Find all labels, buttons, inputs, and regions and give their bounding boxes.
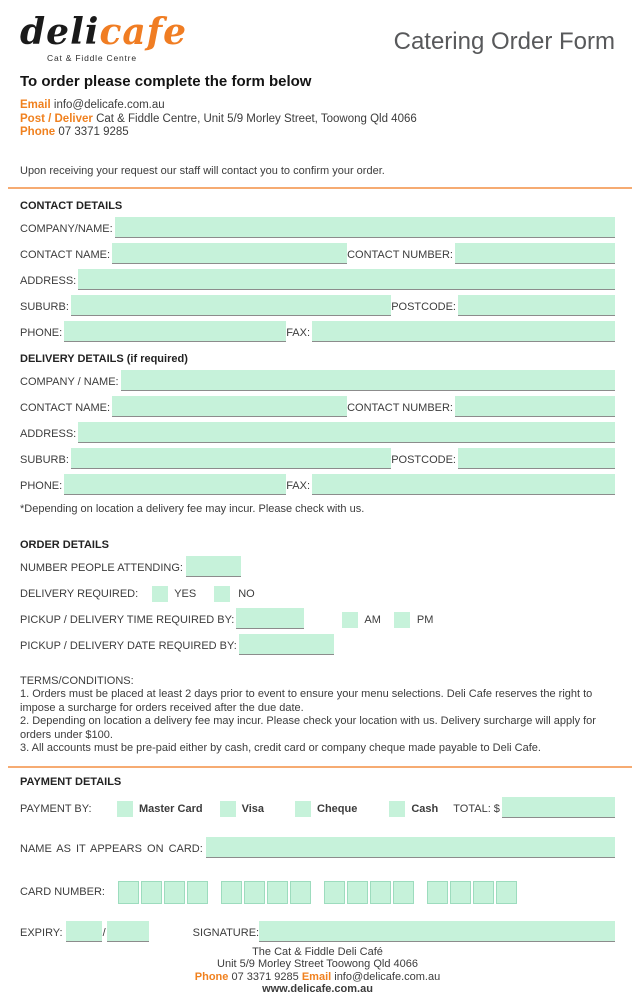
pickup-date-row [20, 635, 615, 655]
contact-number-label: CONTACT NUMBER: [347, 248, 453, 261]
phone-field[interactable] [64, 321, 286, 342]
page-title: Catering Order Form [393, 28, 615, 55]
expiry-label: EXPIRY: [20, 926, 63, 939]
visa-label: Visa [241, 802, 265, 815]
total-field[interactable] [502, 797, 615, 818]
delivery-details-title: DELIVERY DETAILS (if required) [20, 352, 188, 365]
order-details-title: ORDER DETAILS [20, 538, 110, 551]
signature-field[interactable] [259, 921, 615, 942]
phone-value: 07 3371 9285 [58, 126, 129, 138]
card-number-box[interactable] [164, 881, 185, 904]
suburb-field[interactable] [71, 295, 391, 316]
suburb-label: SUBURB: [20, 300, 69, 313]
footer-contact-line [20, 971, 615, 984]
intro-heading: To order please complete the form below [20, 73, 312, 90]
pm-checkbox[interactable] [394, 612, 410, 628]
order-details-section [20, 539, 615, 655]
signature-label: SIGNATURE: [192, 926, 260, 939]
contact-company-row [20, 217, 615, 238]
payment-by-label: PAYMENT BY: [20, 802, 92, 815]
page-footer [20, 946, 615, 996]
cash-checkbox[interactable] [389, 801, 405, 817]
card-number-group-4 [427, 881, 517, 904]
phone-field-label: PHONE: [20, 326, 63, 339]
phone-label: Phone [20, 126, 56, 138]
name-on-card-label: NAME AS IT APPEARS ON CARD: [20, 842, 203, 855]
no-label: NO [238, 587, 255, 600]
card-number-box[interactable] [450, 881, 471, 904]
name-on-card-row [20, 837, 615, 858]
page-header [20, 12, 615, 63]
delivery-company-name-label: COMPANY / NAME: [20, 375, 119, 388]
footer-phone-value: 07 3371 9285 [231, 970, 299, 983]
logo-deli-text: deli [20, 11, 100, 53]
contact-suburb-row [20, 295, 615, 316]
footer-phone-label: Phone [194, 970, 229, 983]
pickup-time-label: PICKUP / DELIVERY TIME REQUIRED BY: [20, 613, 235, 626]
fax-field[interactable] [312, 321, 615, 342]
delivery-suburb-row [20, 448, 615, 469]
total-label: TOTAL: $ [453, 802, 500, 815]
card-number-box[interactable] [290, 881, 311, 904]
contact-details-title: CONTACT DETAILS [20, 199, 123, 212]
delivery-details-section [20, 353, 615, 515]
delivery-phone-label: PHONE: [20, 479, 63, 492]
delivery-fax-field[interactable] [312, 474, 615, 495]
post-deliver-label: Post / Deliver [20, 112, 93, 125]
footer-website: www.delicafe.com.au [262, 983, 373, 995]
name-on-card-field[interactable] [206, 837, 615, 858]
visa-checkbox[interactable] [220, 801, 236, 817]
delivery-required-row [20, 583, 615, 603]
terms-conditions-block [20, 675, 615, 756]
delivery-phone-field[interactable] [64, 474, 286, 495]
delivery-contact-name-field[interactable] [112, 396, 347, 417]
business-email-line [20, 99, 615, 113]
payment-details-title: PAYMENT DETAILS [20, 775, 122, 788]
pickup-date-field[interactable] [239, 634, 334, 655]
delivery-fee-note: *Depending on location a delivery fee may incur. Please check with us. [20, 502, 365, 515]
delivery-postcode-label: POSTCODE: [391, 453, 456, 466]
card-number-box[interactable] [496, 881, 517, 904]
section-divider [8, 766, 632, 768]
footer-address: Unit 5/9 Morley Street Toowong Qld 4066 [217, 958, 418, 970]
delivery-address-field[interactable] [78, 422, 615, 443]
pickup-time-row [20, 609, 615, 629]
logo-tagline: Cat & Fiddle Centre [47, 53, 137, 63]
delivery-postcode-field[interactable] [458, 448, 615, 469]
contact-details-section [20, 200, 615, 342]
card-number-box[interactable] [141, 881, 162, 904]
mastercard-label: Master Card [139, 802, 203, 815]
mastercard-checkbox[interactable] [117, 801, 133, 817]
card-number-box[interactable] [221, 881, 242, 904]
card-number-box[interactable] [427, 881, 448, 904]
card-number-row [20, 881, 615, 904]
card-number-box[interactable] [473, 881, 494, 904]
address-label: ADDRESS: [20, 274, 77, 287]
logo-wordmark [20, 12, 187, 52]
cash-label: Cash [411, 802, 439, 815]
delivery-suburb-field[interactable] [71, 448, 391, 469]
payment-by-row [20, 797, 615, 818]
delivery-required-label: DELIVERY REQUIRED: [20, 587, 139, 600]
contact-number-field[interactable] [455, 243, 615, 264]
card-number-box[interactable] [393, 881, 414, 904]
expiry-year-field[interactable] [107, 921, 149, 942]
terms-item-1: 1. Orders must be placed at least 2 days prior to event to ensure your menu selections. Deli Cafe reserves the right to impose a surcharge for orders received after the due date. [20, 688, 593, 714]
am-checkbox[interactable] [342, 612, 358, 628]
contact-name-label: CONTACT NAME: [20, 248, 111, 261]
card-number-box[interactable] [244, 881, 265, 904]
people-attending-label: NUMBER PEOPLE ATTENDING: [20, 561, 183, 574]
brand-logo [20, 12, 187, 63]
section-divider [8, 187, 632, 189]
cheque-checkbox[interactable] [295, 801, 311, 817]
card-number-group-3 [324, 881, 414, 904]
postcode-label: POSTCODE: [391, 300, 456, 313]
card-number-box[interactable] [324, 881, 345, 904]
business-post-line [20, 113, 615, 127]
expiry-month-field[interactable] [66, 921, 102, 942]
delivery-company-name-field[interactable] [121, 370, 615, 391]
terms-item-2: 2. Depending on location a delivery fee may incur. Please check your location with us. Delivery surcharge will apply for orders under $100. [20, 715, 596, 741]
card-number-box[interactable] [118, 881, 139, 904]
delivery-company-row [20, 370, 615, 391]
logo-cafe-text: cafe [99, 11, 188, 53]
delivery-phone-fax-row [20, 474, 615, 495]
company-name-label: COMPANY/NAME: [20, 222, 113, 235]
delivery-suburb-label: SUBURB: [20, 453, 69, 466]
delivery-address-label: ADDRESS: [20, 427, 77, 440]
confirmation-note: Upon receiving your request our staff will contact you to confirm your order. [20, 164, 385, 177]
delivery-contact-number-label: CONTACT NUMBER: [347, 401, 453, 414]
cheque-label: Cheque [317, 802, 358, 815]
email-label: Email [20, 99, 51, 111]
pm-label: PM [416, 613, 434, 626]
payment-details-section [20, 776, 615, 942]
business-contact-block [20, 99, 615, 140]
postcode-field[interactable] [458, 295, 615, 316]
card-number-box[interactable] [347, 881, 368, 904]
terms-item-3: 3. All accounts must be pre-paid either by cash, credit card or company cheque made payable to Deli Cafe. [20, 742, 541, 754]
card-number-box[interactable] [370, 881, 391, 904]
footer-business-name: The Cat & Fiddle Deli Café [252, 945, 383, 958]
footer-email-value: info@delicafe.com.au [334, 970, 441, 983]
delivery-name-number-row [20, 396, 615, 417]
terms-title: TERMS/CONDITIONS: [20, 674, 134, 687]
delivery-required-no-checkbox[interactable] [214, 586, 230, 602]
card-number-box[interactable] [267, 881, 288, 904]
contact-address-row [20, 269, 615, 290]
expiry-separator: / [102, 926, 106, 939]
footer-email-label: Email [301, 970, 332, 983]
delivery-fax-label: FAX: [286, 479, 311, 492]
contact-name-field[interactable] [112, 243, 347, 264]
card-number-box[interactable] [187, 881, 208, 904]
card-number-group-1 [118, 881, 208, 904]
delivery-contact-number-field[interactable] [455, 396, 615, 417]
am-label: AM [364, 613, 381, 626]
delivery-address-row [20, 422, 615, 443]
company-name-field[interactable] [115, 217, 615, 238]
card-number-group-2 [221, 881, 311, 904]
post-deliver-value: Cat & Fiddle Centre, Unit 5/9 Morley Street, Toowong Qld 4066 [96, 112, 417, 125]
card-number-label: CARD NUMBER: [20, 886, 105, 898]
fax-label: FAX: [286, 326, 311, 339]
delivery-contact-name-label: CONTACT NAME: [20, 401, 111, 414]
contact-phone-fax-row [20, 321, 615, 342]
yes-label: YES [174, 587, 197, 600]
pickup-date-label: PICKUP / DELIVERY DATE REQUIRED BY: [20, 639, 237, 652]
pickup-time-field[interactable] [236, 608, 304, 629]
people-attending-row [20, 557, 615, 577]
contact-name-number-row [20, 243, 615, 264]
expiry-signature-row [20, 921, 615, 942]
business-phone-line [20, 126, 615, 140]
email-value: info@delicafe.com.au [53, 99, 165, 111]
address-field[interactable] [78, 269, 615, 290]
people-attending-field[interactable] [186, 556, 241, 577]
delivery-required-yes-checkbox[interactable] [152, 586, 168, 602]
